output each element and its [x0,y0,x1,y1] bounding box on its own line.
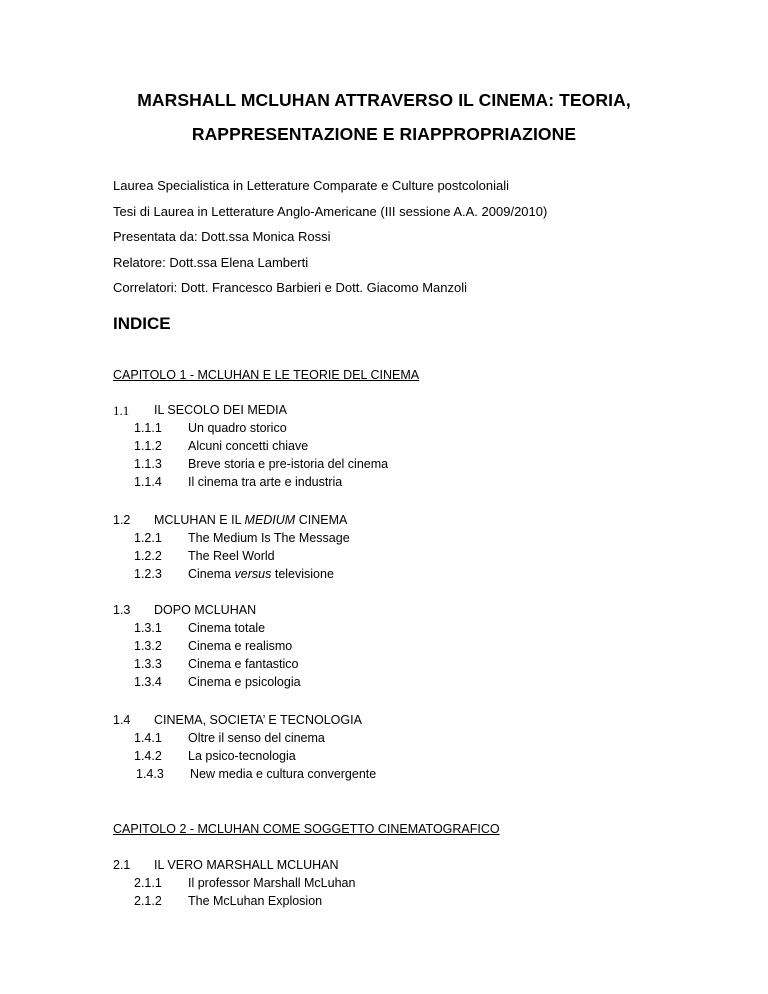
subsection-number: 1.2.2 [134,549,162,563]
subsection-number: 1.3.1 [134,621,162,635]
subsection-number: 1.2.3 [134,567,162,581]
section-title-part: CINEMA [295,513,348,527]
subsection-number: 1.3.3 [134,657,162,671]
chapter-1-heading: CAPITOLO 1 - MCLUHAN E LE TEORIE DEL CINEMA [113,368,420,382]
subsection-title: New media e cultura convergente [190,767,377,781]
subsection-title-part: televisione [271,567,334,581]
index-heading: INDICE [113,314,171,333]
section-title: DOPO MCLUHAN [154,603,257,617]
subsection-title-part: Cinema [188,567,235,581]
subsection-title-emphasis: versus [234,567,272,581]
section-title: CINEMA, SOCIETA’ E TECNOLOGIA [154,713,362,727]
subsection-number: 1.4.2 [134,749,162,763]
section-number: 1.4 [113,713,131,727]
section-title-emphasis: MEDIUM [244,513,296,527]
subsection-title: The Medium Is The Message [188,531,350,545]
subsection-number: 1.1.4 [134,475,162,489]
subsection-number: 1.1.2 [134,439,162,453]
degree-line: Laurea Specialistica in Letterature Comparate e Culture postcoloniali [113,178,509,193]
subsection-title: Il cinema tra arte e industria [188,475,343,489]
subsection-title [188,567,334,581]
section-title: IL SECOLO DEI MEDIA [154,403,287,417]
subsection-number: 1.4.3 [136,767,164,781]
section-number: 1.2 [113,513,131,527]
section-number: 2.1 [113,858,131,872]
supervisor-line: Relatore: Dott.ssa Elena Lamberti [113,255,309,270]
section-title [154,513,347,527]
subsection-title: Cinema e fantastico [188,657,299,671]
document-title-line-2: RAPPRESENTAZIONE E RIAPPROPRIAZIONE [191,124,577,144]
subsection-title: Alcuni concetti chiave [188,439,309,453]
subsection-title: Cinema e realismo [188,639,293,653]
subsection-number: 1.4.1 [134,731,162,745]
subsection-number: 1.2.1 [134,531,162,545]
section-title-part: MCLUHAN E IL [154,513,245,527]
section-number: 1.1 [113,403,130,418]
section-title: IL VERO MARSHALL MCLUHAN [154,858,339,872]
section-number: 1.3 [113,603,131,617]
chapter-2-heading: CAPITOLO 2 - MCLUHAN COME SOGGETTO CINEMATOGRAFICO [113,822,500,836]
subsection-title: The McLuhan Explosion [188,894,323,908]
subsection-number: 1.3.4 [134,675,162,689]
document-title-line-1: MARSHALL MCLUHAN ATTRAVERSO IL CINEMA: TEORIA, [137,90,631,110]
subsection-number: 1.1.1 [134,421,162,435]
subsection-number: 2.1.2 [134,894,162,908]
subsection-title: Breve storia e pre-istoria del cinema [188,457,389,471]
subsection-title: Un quadro storico [188,421,287,435]
subsection-title: Cinema totale [188,621,266,635]
subsection-title: Oltre il senso del cinema [188,731,325,745]
co-supervisors-line: Correlatori: Dott. Francesco Barbieri e Dott. Giacomo Manzoli [113,280,468,295]
subsection-title: Il professor Marshall McLuhan [188,876,356,890]
subsection-number: 1.3.2 [134,639,162,653]
subsection-title: La psico-tecnologia [188,749,296,763]
subsection-title: The Reel World [188,549,275,563]
thesis-line: Tesi di Laurea in Letterature Anglo-Americane (III sessione A.A. 2009/2010) [113,204,548,219]
subsection-title: Cinema e psicologia [188,675,301,689]
presented-by-line: Presentata da: Dott.ssa Monica Rossi [113,229,331,244]
subsection-number: 2.1.1 [134,876,162,890]
subsection-number: 1.1.3 [134,457,162,471]
